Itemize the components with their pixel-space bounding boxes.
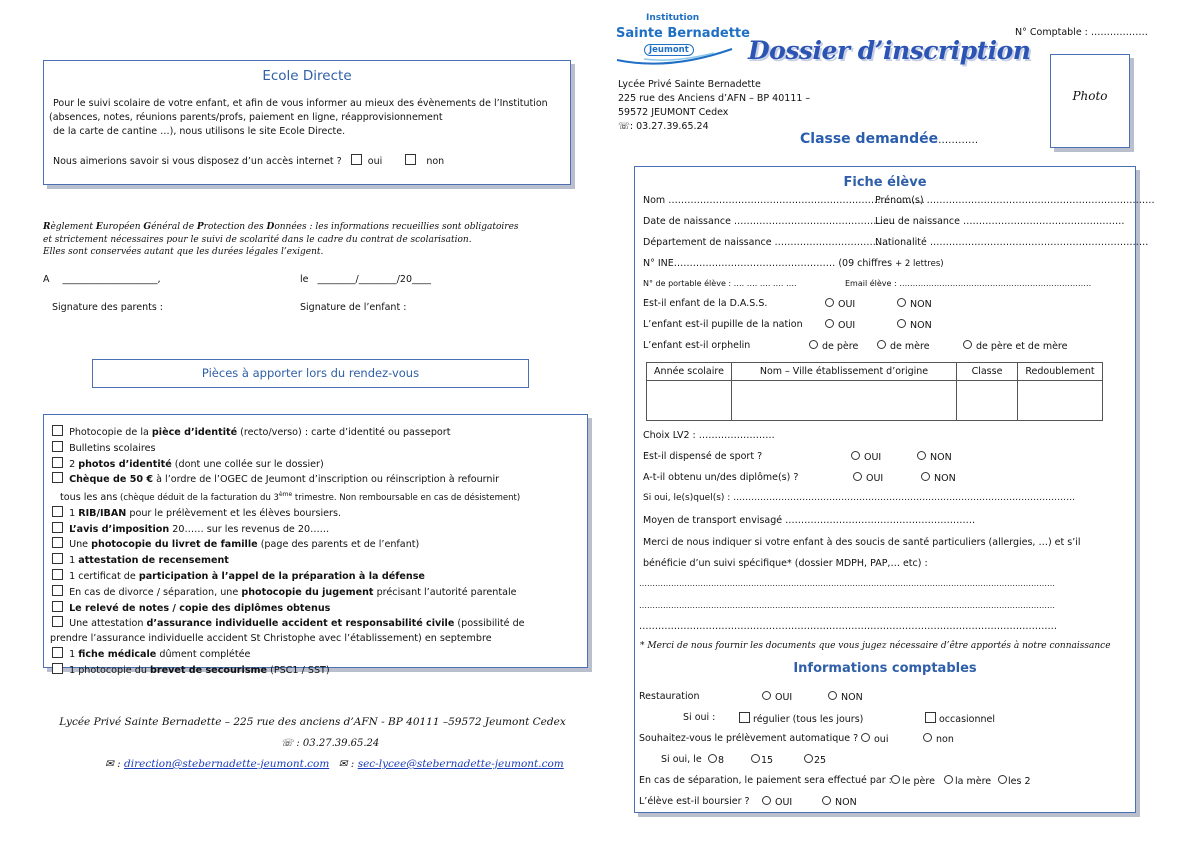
pupille-non-label: NON [910,320,932,331]
mail-icon: ✉ : [105,758,121,770]
piece-checkbox[interactable] [52,616,63,627]
orphelin-pere-radio[interactable] [809,340,818,349]
address-line: Lycée Privé Sainte Bernadette [618,79,761,90]
piece-item: Chèque de 50 € à l’ordre de l’OGEC de Jeumont d’inscription ou réinscription à refournir [52,472,525,488]
dossier-title: Dossier d’inscription [748,36,1031,65]
paiement-les2-radio[interactable] [998,775,1007,784]
table-cell[interactable] [1018,381,1103,421]
piece-checkbox[interactable] [52,537,63,548]
documents-note: * Merci de nous fournir les documents que vous jugez nécessaire d’être apportés à notre connaissance [640,641,1111,651]
sport-question: Est-il dispensé de sport ? [643,451,763,462]
rgpd-notice: Règlement Européen Général de Protection des Données : les informations recueillies sont obligatoires et strictement nécessaires pour le suivi de scolarité dans le cadre du contrat de scolarisation. Elles sont conservées autant que les durées légales l’exigent. [43,222,519,257]
restauration-label: Restauration [639,691,700,702]
diplome-question: A-t-il obtenu un/des diplôme(s) ? [643,472,799,483]
piece-item-cont: tous les ans (chèque déduit de la facturation du 3ème trimestre. Non remboursable en cas de désistement) [60,491,521,504]
piece-item: L’avis d’imposition 20…… sur les revenus de 20…… [52,522,525,538]
scolarite-table [646,362,1103,421]
piece-item: 1 photocopie du brevet de secourisme (PSC1 / SST) [52,663,525,679]
sante-field[interactable]: ………………………………………………………………………………………………………………………………………… [639,601,1055,610]
lieu-naissance-field[interactable]: Lieu de naissance …………………………………………… [875,216,1125,227]
table-row [647,381,1103,421]
departement-field[interactable]: Département de naissance ……………………………… [643,237,889,248]
paiement-mere-label: la mère [955,776,992,787]
pieces-title: Pièces à apporter lors du rendez-vous [201,366,420,380]
table-header-row [647,363,1103,381]
paiement-pere-radio[interactable] [891,775,900,784]
ecole-directe-paragraph-1: Pour le suivi scolaire de votre enfant, et afin de vous informer au mieux des évènements de l’Institution [53,98,548,109]
lv2-field[interactable]: Choix LV2 : …………………… [643,430,775,441]
prenom-field[interactable]: Prénom(s) ……………………………………………………………… [875,195,1155,206]
table-header: Année scolaire [647,363,732,381]
piece-checkbox[interactable] [52,506,63,517]
piece-checkbox[interactable] [52,647,63,658]
mail-icon: ✉ : [338,758,355,770]
compta-title: Informations comptables [793,661,977,676]
piece-item: 2 photos d’identité (dont une collée sur le dossier) [52,457,525,473]
piece-checkbox[interactable] [52,425,63,436]
ecole-directe-title: Ecole Directe [262,68,352,84]
si-oui-le-label: Si oui, le [661,754,702,765]
date-naissance-field[interactable]: Date de naissance …………………………………………… [643,216,896,227]
ecole-directe-paragraph-3: de la carte de cantine …), nous utilisons le site Ecole Directe. [53,126,346,137]
ine-info: (09 chiffres [838,258,893,269]
email-direction-link[interactable]: direction@stebernadette-jeumont.com [124,758,330,770]
nationalite-field[interactable]: Nationalité …………………………………………………………… [875,237,1149,248]
prelevement-non-label: non [936,734,954,745]
table-cell[interactable] [957,381,1018,421]
piece-checkbox[interactable] [52,569,63,580]
orphelin-mere-label: de mère [890,341,930,352]
dass-question: Est-il enfant de la D.A.S.S. [643,298,768,309]
piece-item: Photocopie de la pièce d’identité (recto/verso) : carte d’identité ou passeport [52,425,525,441]
pupille-non-radio[interactable] [897,319,906,328]
address-phone: ☏: 03.27.39.65.24 [618,121,709,132]
piece-item: 1 attestation de recensement [52,553,525,569]
pieces-title-box [92,359,529,388]
date-25-label: 25 [814,755,827,766]
piece-item: 1 fiche médicale dûment complétée [52,647,525,663]
transport-field[interactable]: Moyen de transport envisagé …………………………………………………… [643,515,976,526]
diplome-non-label: NON [934,473,956,484]
ecole-directe-box [43,60,571,185]
dass-non-radio[interactable] [897,298,906,307]
date-15-label: 15 [761,755,774,766]
piece-checkbox[interactable] [52,457,63,468]
boursier-question: L’élève est-il boursier ? [639,796,750,807]
table-header: Classe [957,363,1018,381]
photo-label: Photo [1072,89,1108,103]
orphelin-pere-mere-radio[interactable] [963,340,972,349]
boursier-oui-radio[interactable] [762,796,771,805]
table-cell[interactable] [647,381,732,421]
internet-question: Nous aimerions savoir si vous disposez d’un accès internet ? [53,156,342,167]
paiement-pere-label: le père [902,776,935,787]
sante-field[interactable]: ………………………………………………………………………………………………………………………………………… [639,579,1055,588]
address-line: 225 rue des Anciens d’AFN – BP 40111 – [618,93,811,104]
institution-logo: Institution Sainte Bernadette Jeumont [614,13,734,73]
numero-comptable[interactable]: N° Comptable : ……………… [1015,27,1148,38]
table-header: Redoublement [1018,363,1103,381]
email-eleve-field[interactable]: Email élève : ……………………………………………………………… [845,279,1092,288]
dass-non-label: NON [910,299,932,310]
paiement-mere-radio[interactable] [944,775,953,784]
signature-enfant-label: Signature de l’enfant : [300,302,407,313]
boursier-oui-label: OUI [775,797,793,808]
piece-checkbox[interactable] [52,441,63,452]
diplomes-field[interactable]: Si oui, le(s)quel(s) : …………………………………………………………………………………………………… [643,493,1076,503]
piece-checkbox[interactable] [52,601,63,612]
date-field[interactable]: ________/________/20____ [317,274,432,285]
ecole-directe-paragraph-2: (absences, notes, réunions parents/profs, paiement en ligne, réapprovisionnement [49,112,443,123]
email-secretariat-link[interactable]: sec-lycee@stebernadette-jeumont.com [357,758,564,770]
piece-checkbox[interactable] [52,553,63,564]
piece-item: 1 certificat de participation à l’appel de la préparation à la défense [52,569,525,585]
orphelin-mere-radio[interactable] [877,340,886,349]
regulier-checkbox[interactable] [739,712,750,723]
dass-oui-label: OUI [838,299,856,310]
si-oui-label: Si oui : [683,712,716,723]
pupille-oui-radio[interactable] [825,319,834,328]
date-25-radio[interactable] [804,754,813,763]
date-15-radio[interactable] [751,754,760,763]
restauration-non-radio[interactable] [828,691,837,700]
piece-checkbox[interactable] [52,522,63,533]
piece-item: Une attestation d’assurance individuelle accident et responsabilité civile (possibilité de [52,616,525,632]
ine-field[interactable]: N° INE…………………………………………… [643,258,836,269]
sante-field[interactable]: …………………………………………………………………………………………………………………… [639,621,1057,631]
pieces-list-box [43,414,588,676]
footer-address: Lycée Privé Sainte Bernadette – 225 rue des anciens d’AFN - BP 40111 –59572 Jeumont Cedex [59,716,566,728]
orphelin-pere-mere-label: de père et de mère [976,341,1068,352]
diplome-non-radio[interactable] [921,472,930,481]
sante-question-1: Merci de nous indiquer si votre enfant à des soucis de santé particuliers (allergies, …) et s’il [643,537,1081,548]
piece-checkbox[interactable] [52,663,63,674]
table-header: Nom – Ville établissement d’origine [732,363,957,381]
separation-question: En cas de séparation, le paiement sera effectué par : [639,775,892,786]
occasionnel-label: occasionnel [939,714,996,725]
piece-checkbox[interactable] [52,472,63,483]
sport-non-label: NON [930,452,952,463]
prelevement-oui-label: oui [874,734,889,745]
piece-item: Bulletins scolaires [52,441,525,457]
paiement-les2-label: les 2 [1008,776,1031,787]
pupille-oui-label: OUI [838,320,856,331]
table-cell[interactable] [732,381,957,421]
boursier-non-label: NON [835,797,857,808]
portable-field[interactable]: N° de portable élève : …. …. …. …. …. [643,279,797,288]
prelevement-non-radio[interactable] [923,733,932,742]
fiche-eleve-box [634,166,1155,813]
photo-box [1050,54,1130,148]
piece-item: En cas de divorce / séparation, une photocopie du jugement précisant l’autorité parentale [52,585,525,601]
regulier-label: régulier (tous les jours) [753,714,864,725]
prelevement-question: Souhaitez-vous le prélèvement automatique ? [639,733,859,744]
diplome-oui-label: OUI [866,473,884,484]
restauration-oui-label: OUI [775,692,793,703]
nom-field[interactable]: Nom ……………………………………………………………………… [643,195,925,206]
signature-parents-label: Signature des parents : [52,302,164,313]
prelevement-oui-radio[interactable] [861,733,870,742]
internet-non-label: non [426,156,445,167]
sante-question-2: bénéficie d’un suivi spécifique* (dossier MDPH, PAP,… etc) : [643,558,928,569]
sport-non-radio[interactable] [917,451,926,460]
restauration-oui-radio[interactable] [762,691,771,700]
footer-phone: ☏ : 03.27.39.65.24 [280,738,380,749]
date-8-label: 8 [718,755,725,766]
piece-item: Le relevé de notes / copie des diplômes obtenus [52,601,525,617]
internet-oui-label: oui [367,156,383,167]
sport-oui-label: OUI [864,452,882,463]
internet-non-checkbox[interactable] [405,154,416,165]
classe-demandee-field[interactable]: ………… [938,135,979,146]
lieu-label: A [43,274,50,285]
occasionnel-checkbox[interactable] [925,712,936,723]
piece-item-cont: prendre l’assurance individuelle accident St Christophe avec l’établissement) en septembre [50,633,492,645]
piece-item: 1 RIB/IBAN pour le prélèvement et les élèves boursiers. [52,506,525,522]
internet-oui-checkbox[interactable] [351,154,362,165]
orphelin-question: L’enfant est-il orphelin [643,340,751,351]
piece-item: Une photocopie du livret de famille (page des parents et de l’enfant) [52,537,525,553]
date-8-radio[interactable] [708,754,717,763]
piece-checkbox[interactable] [52,585,63,596]
address-line: 59572 JEUMONT Cedex [618,107,729,118]
restauration-non-label: NON [841,692,863,703]
lieu-field[interactable]: ____________________, [62,274,161,285]
diplome-oui-radio[interactable] [853,472,862,481]
ine-info-2: + 2 lettres) [895,259,944,269]
sport-oui-radio[interactable] [851,451,860,460]
orphelin-pere-label: de père [822,341,859,352]
date-label: le [300,274,309,285]
fiche-eleve-title: Fiche élève [843,175,927,190]
classe-demandee-label: Classe demandée [800,131,939,147]
dass-oui-radio[interactable] [825,298,834,307]
pupille-question: L’enfant est-il pupille de la nation [643,319,803,330]
boursier-non-radio[interactable] [822,796,831,805]
